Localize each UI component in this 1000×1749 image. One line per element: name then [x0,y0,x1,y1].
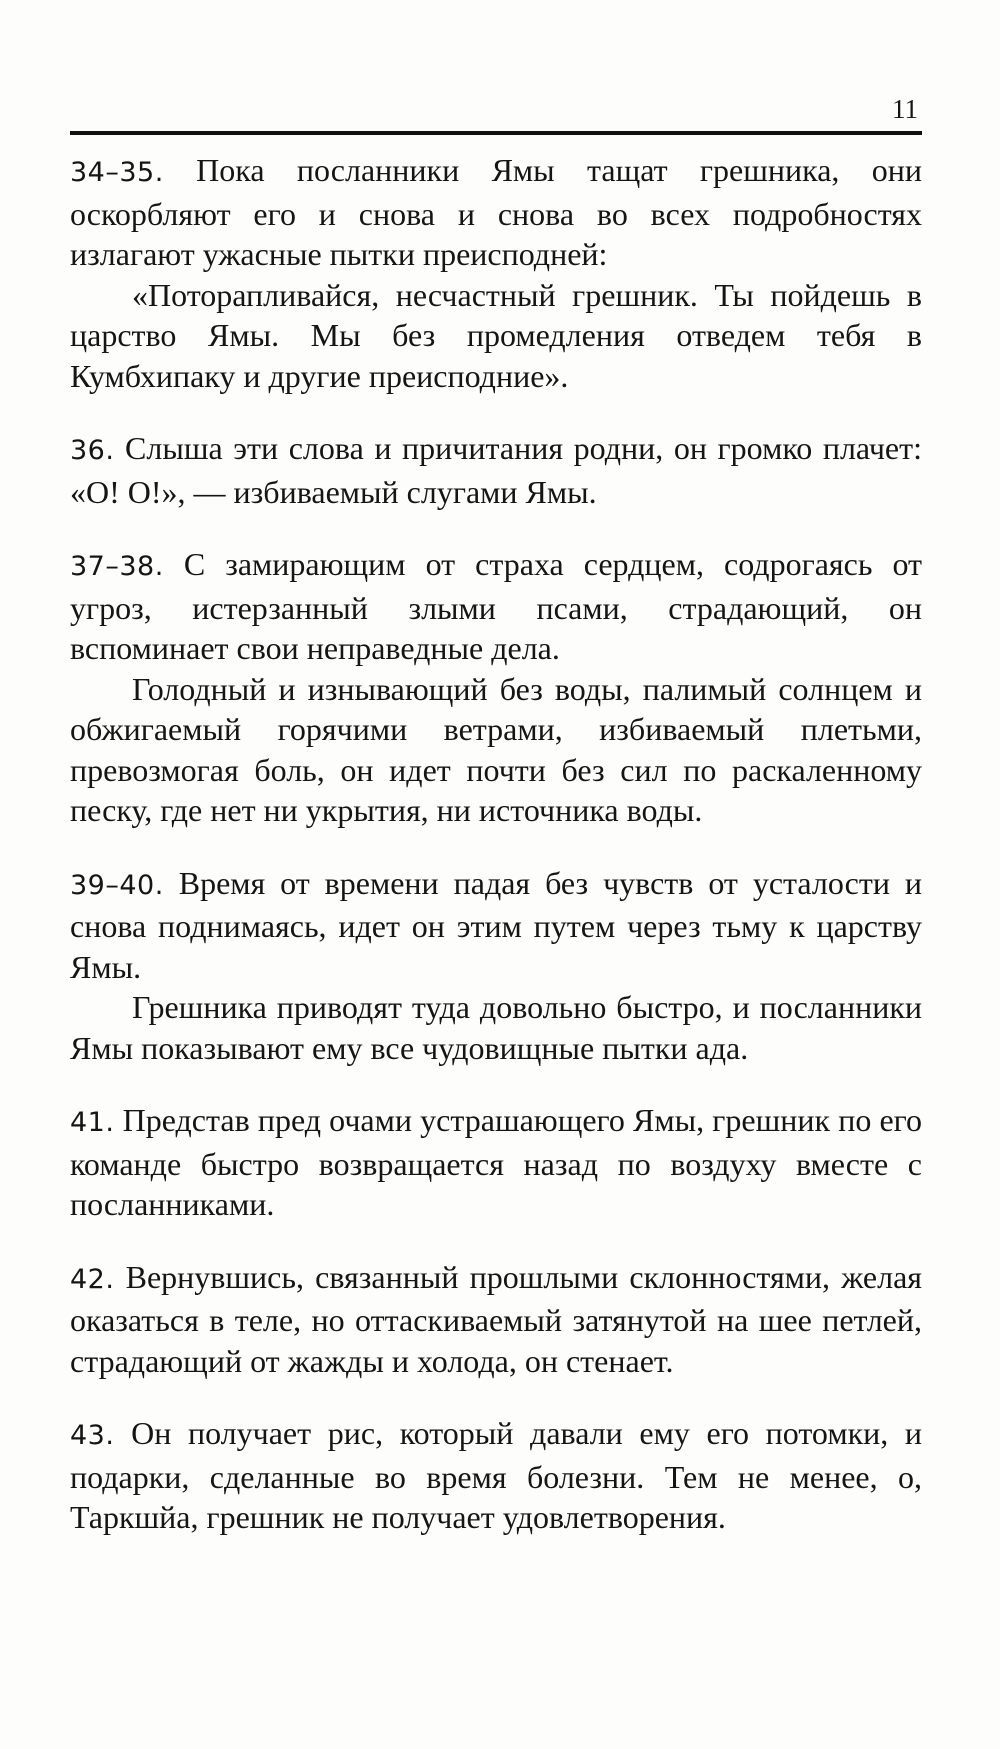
verse-number: 34–35. [70,157,164,188]
verse-paragraph: Грешника приводят туда довольно быстро, и посланники Ямы показывают ему все чудовищные пытки ада. [70,989,922,1066]
verse-number: 43. [70,1420,115,1451]
verse-paragraph: Голодный и изнывающий без воды, палимый солнцем и обжигаемый горячими ветрами, избиваемый плетьми, превозмогая боль, он идет почти без сил по раскаленному песку, где нет ни укрытия, ни источника воды. [70,670,922,828]
verse-paragraph [70,1100,922,1225]
verse-paragraph [70,150,922,275]
verse-number: 42. [70,1263,115,1295]
verse-text: Представ пред очами устрашающего Ямы, грешник по его команде быстро возвращается назад по воздуху вместе с посланниками. [70,1102,923,1222]
verse-number: 36. [70,435,115,466]
page-body [70,150,922,1570]
verse-41 [70,1100,922,1225]
verse-text: Вернувшись, связанный прошлыми склонностями, желая оказаться в теле, но оттаскиваемый затянутой на шее петлей, страдающий от жажды и холода, он стенает. [70,1258,922,1379]
verse-43 [70,1413,922,1538]
verse-text: Время от времени падая без чувств от усталости и снова поднимаясь, идет он этим путем через тьму к царству Ямы. [70,864,923,985]
verse-text: Слыша эти слова и причитания родни, он громко плачет: «О! О!», — избиваемый слугами Ямы. [70,430,923,510]
verse-39-40 [70,863,922,1069]
verse-paragraph [70,1257,922,1382]
verse-paragraph [70,1413,922,1538]
verse-text: Он получает рис, который давали ему его потомки, и подарки, сделанные во время болезни. Тем не менее, о, Таркшйа, грешник не получает удовлетворения. [70,1415,923,1535]
verse-paragraph [70,863,922,988]
verse-number: 37–38. [70,551,164,582]
verse-37-38 [70,544,922,831]
verse-36 [70,428,922,512]
verse-text: Пока посланники Ямы тащат грешника, они оскорбляют его и снова и снова во всех подробностях излагают ужасные пытки преисподней: [70,152,923,272]
verse-paragraph [70,428,922,512]
verse-42 [70,1257,922,1382]
verse-paragraph [70,544,922,669]
header-rule [70,131,922,135]
verse-number: 41. [70,1107,115,1138]
verse-text: С замирающим от страха сердцем, содрогаясь от угроз, истерзанный злыми псами, страдающий, он вспоминает свои неправедные дела. [70,546,923,666]
verse-34-35 [70,150,922,396]
verse-paragraph: «Поторапливайся, несчастный грешник. Ты пойдешь в царство Ямы. Мы без промедления отведем тебя в Кумбхипаку и другие преисподние». [70,276,922,394]
verse-number: 39–40. [70,869,164,901]
page-number: 11 [892,94,918,124]
